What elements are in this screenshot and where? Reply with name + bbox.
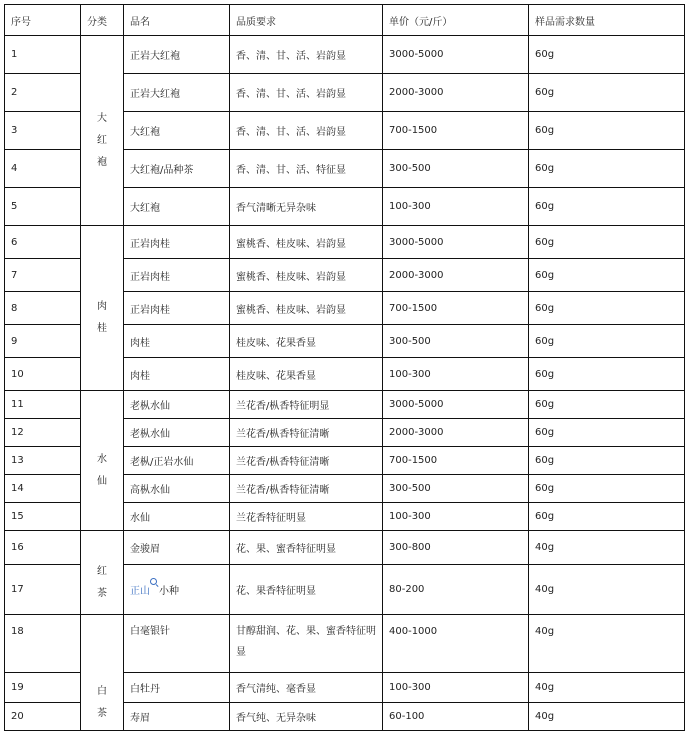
row-price: 100-300 <box>383 673 529 703</box>
row-no: 14 <box>5 475 81 503</box>
row-name-part: 小种 <box>159 586 179 597</box>
header-category: 分类 <box>81 5 124 36</box>
row-no: 17 <box>5 565 81 615</box>
row-quality: 蜜桃香、桂皮味、岩韵显 <box>230 226 383 259</box>
row-name: 大红袍 <box>124 112 230 150</box>
row-qty: 40g <box>529 673 685 703</box>
row-price: 700-1500 <box>383 292 529 325</box>
row-qty: 40g <box>529 703 685 731</box>
row-quality: 蜜桃香、桂皮味、岩韵显 <box>230 259 383 292</box>
row-price: 400-1000 <box>383 615 529 673</box>
row-quality: 桂皮味、花果香显 <box>230 358 383 391</box>
row-qty: 60g <box>529 74 685 112</box>
row-no: 6 <box>5 226 81 259</box>
row-no: 18 <box>5 615 81 673</box>
row-no: 13 <box>5 447 81 475</box>
header-no: 序号 <box>5 5 81 36</box>
row-price: 3000-5000 <box>383 226 529 259</box>
header-row <box>5 5 685 36</box>
row-name: 白毫银针 <box>124 615 230 673</box>
row-name: 正岩大红袍 <box>124 36 230 74</box>
table-row <box>5 36 685 74</box>
row-price: 700-1500 <box>383 447 529 475</box>
row-no: 4 <box>5 150 81 188</box>
row-quality: 蜜桃香、桂皮味、岩韵显 <box>230 292 383 325</box>
row-name: 水仙 <box>124 503 230 531</box>
row-quality: 香、清、甘、活、岩韵显 <box>230 36 383 74</box>
row-qty: 60g <box>529 150 685 188</box>
category-label: 水仙 <box>97 453 107 487</box>
row-price: 300-500 <box>383 475 529 503</box>
row-quality: 甘醇甜润、花、果、蜜香特征明显 <box>230 615 383 673</box>
row-no: 11 <box>5 391 81 419</box>
row-price: 80-200 <box>383 565 529 615</box>
row-no: 5 <box>5 188 81 226</box>
row-price: 2000-3000 <box>383 74 529 112</box>
row-qty: 60g <box>529 226 685 259</box>
row-quality: 兰花香/枞香特征明显 <box>230 391 383 419</box>
row-quality: 花、果香特征明显 <box>230 565 383 615</box>
row-quality: 兰花香特征明显 <box>230 503 383 531</box>
row-quality: 香气清晰无异杂味 <box>230 188 383 226</box>
row-quality: 香、清、甘、活、岩韵显 <box>230 112 383 150</box>
row-qty: 60g <box>529 325 685 358</box>
row-name: 金骏眉 <box>124 531 230 565</box>
category-cell <box>81 615 124 731</box>
row-name: 老枞/正岩水仙 <box>124 447 230 475</box>
row-no: 7 <box>5 259 81 292</box>
table-row <box>5 226 685 259</box>
row-price: 2000-3000 <box>383 259 529 292</box>
category-label: 红茶 <box>97 565 107 599</box>
row-price: 100-300 <box>383 358 529 391</box>
header-qty: 样品需求数量 <box>529 5 685 36</box>
row-no: 3 <box>5 112 81 150</box>
category-label: 大红袍 <box>97 112 107 168</box>
row-qty: 60g <box>529 419 685 447</box>
row-quality: 兰花香/枞香特征清晰 <box>230 447 383 475</box>
row-name: 大红袍/品种茶 <box>124 150 230 188</box>
header-name: 品名 <box>124 5 230 36</box>
row-qty: 40g <box>529 531 685 565</box>
row-qty: 60g <box>529 259 685 292</box>
row-name: 正岩肉桂 <box>124 259 230 292</box>
row-name: 正岩肉桂 <box>124 292 230 325</box>
category-label: 白茶 <box>97 685 107 719</box>
category-cell <box>81 531 124 615</box>
row-price: 100-300 <box>383 188 529 226</box>
row-name: 高枞水仙 <box>124 475 230 503</box>
row-name: 肉桂 <box>124 325 230 358</box>
row-no: 20 <box>5 703 81 731</box>
table-row <box>5 615 685 673</box>
row-price: 60-100 <box>383 703 529 731</box>
row-quality: 香、清、甘、活、特征显 <box>230 150 383 188</box>
row-price: 100-300 <box>383 503 529 531</box>
header-price: 单价（元/斤） <box>383 5 529 36</box>
row-no: 10 <box>5 358 81 391</box>
row-no: 2 <box>5 74 81 112</box>
row-qty: 60g <box>529 447 685 475</box>
row-name: 大红袍 <box>124 188 230 226</box>
row-price: 300-500 <box>383 325 529 358</box>
category-label: 肉桂 <box>97 301 107 334</box>
row-qty: 40g <box>529 565 685 615</box>
row-qty: 60g <box>529 503 685 531</box>
row-name-part: 正山 <box>130 586 150 597</box>
row-name: 寿眉 <box>124 703 230 731</box>
row-price: 2000-3000 <box>383 419 529 447</box>
row-quality: 兰花香/枞香特征清晰 <box>230 419 383 447</box>
row-price: 300-800 <box>383 531 529 565</box>
row-name: 正岩大红袍 <box>124 74 230 112</box>
row-name: 肉桂 <box>124 358 230 391</box>
row-quality: 兰花香/枞香特征清晰 <box>230 475 383 503</box>
search-icon[interactable] <box>150 578 159 587</box>
row-qty: 60g <box>529 475 685 503</box>
category-cell <box>81 226 124 391</box>
row-qty: 60g <box>529 391 685 419</box>
row-price: 700-1500 <box>383 112 529 150</box>
row-no: 8 <box>5 292 81 325</box>
row-qty: 60g <box>529 36 685 74</box>
header-quality: 品质要求 <box>230 5 383 36</box>
table-row <box>5 391 685 419</box>
row-no: 9 <box>5 325 81 358</box>
row-quality: 花、果、蜜香特征明显 <box>230 531 383 565</box>
row-price: 300-500 <box>383 150 529 188</box>
row-qty: 60g <box>529 358 685 391</box>
row-qty: 40g <box>529 615 685 673</box>
row-name: 老枞水仙 <box>124 391 230 419</box>
row-no: 19 <box>5 673 81 703</box>
row-name: 正岩肉桂 <box>124 226 230 259</box>
row-name: 白牡丹 <box>124 673 230 703</box>
tea-price-table <box>4 4 685 731</box>
category-cell <box>81 36 124 226</box>
table-row <box>5 531 685 565</box>
row-price: 3000-5000 <box>383 391 529 419</box>
row-quality: 香气纯、无异杂味 <box>230 703 383 731</box>
row-quality: 香气清纯、毫香显 <box>230 673 383 703</box>
row-no: 12 <box>5 419 81 447</box>
row-name: 老枞水仙 <box>124 419 230 447</box>
row-no: 1 <box>5 36 81 74</box>
row-no: 16 <box>5 531 81 565</box>
row-price: 3000-5000 <box>383 36 529 74</box>
row-qty: 60g <box>529 112 685 150</box>
row-quality: 香、清、甘、活、岩韵显 <box>230 74 383 112</box>
row-no: 15 <box>5 503 81 531</box>
row-quality: 桂皮味、花果香显 <box>230 325 383 358</box>
category-cell <box>81 391 124 531</box>
row-qty: 60g <box>529 292 685 325</box>
row-qty: 60g <box>529 188 685 226</box>
row-name <box>124 565 230 615</box>
